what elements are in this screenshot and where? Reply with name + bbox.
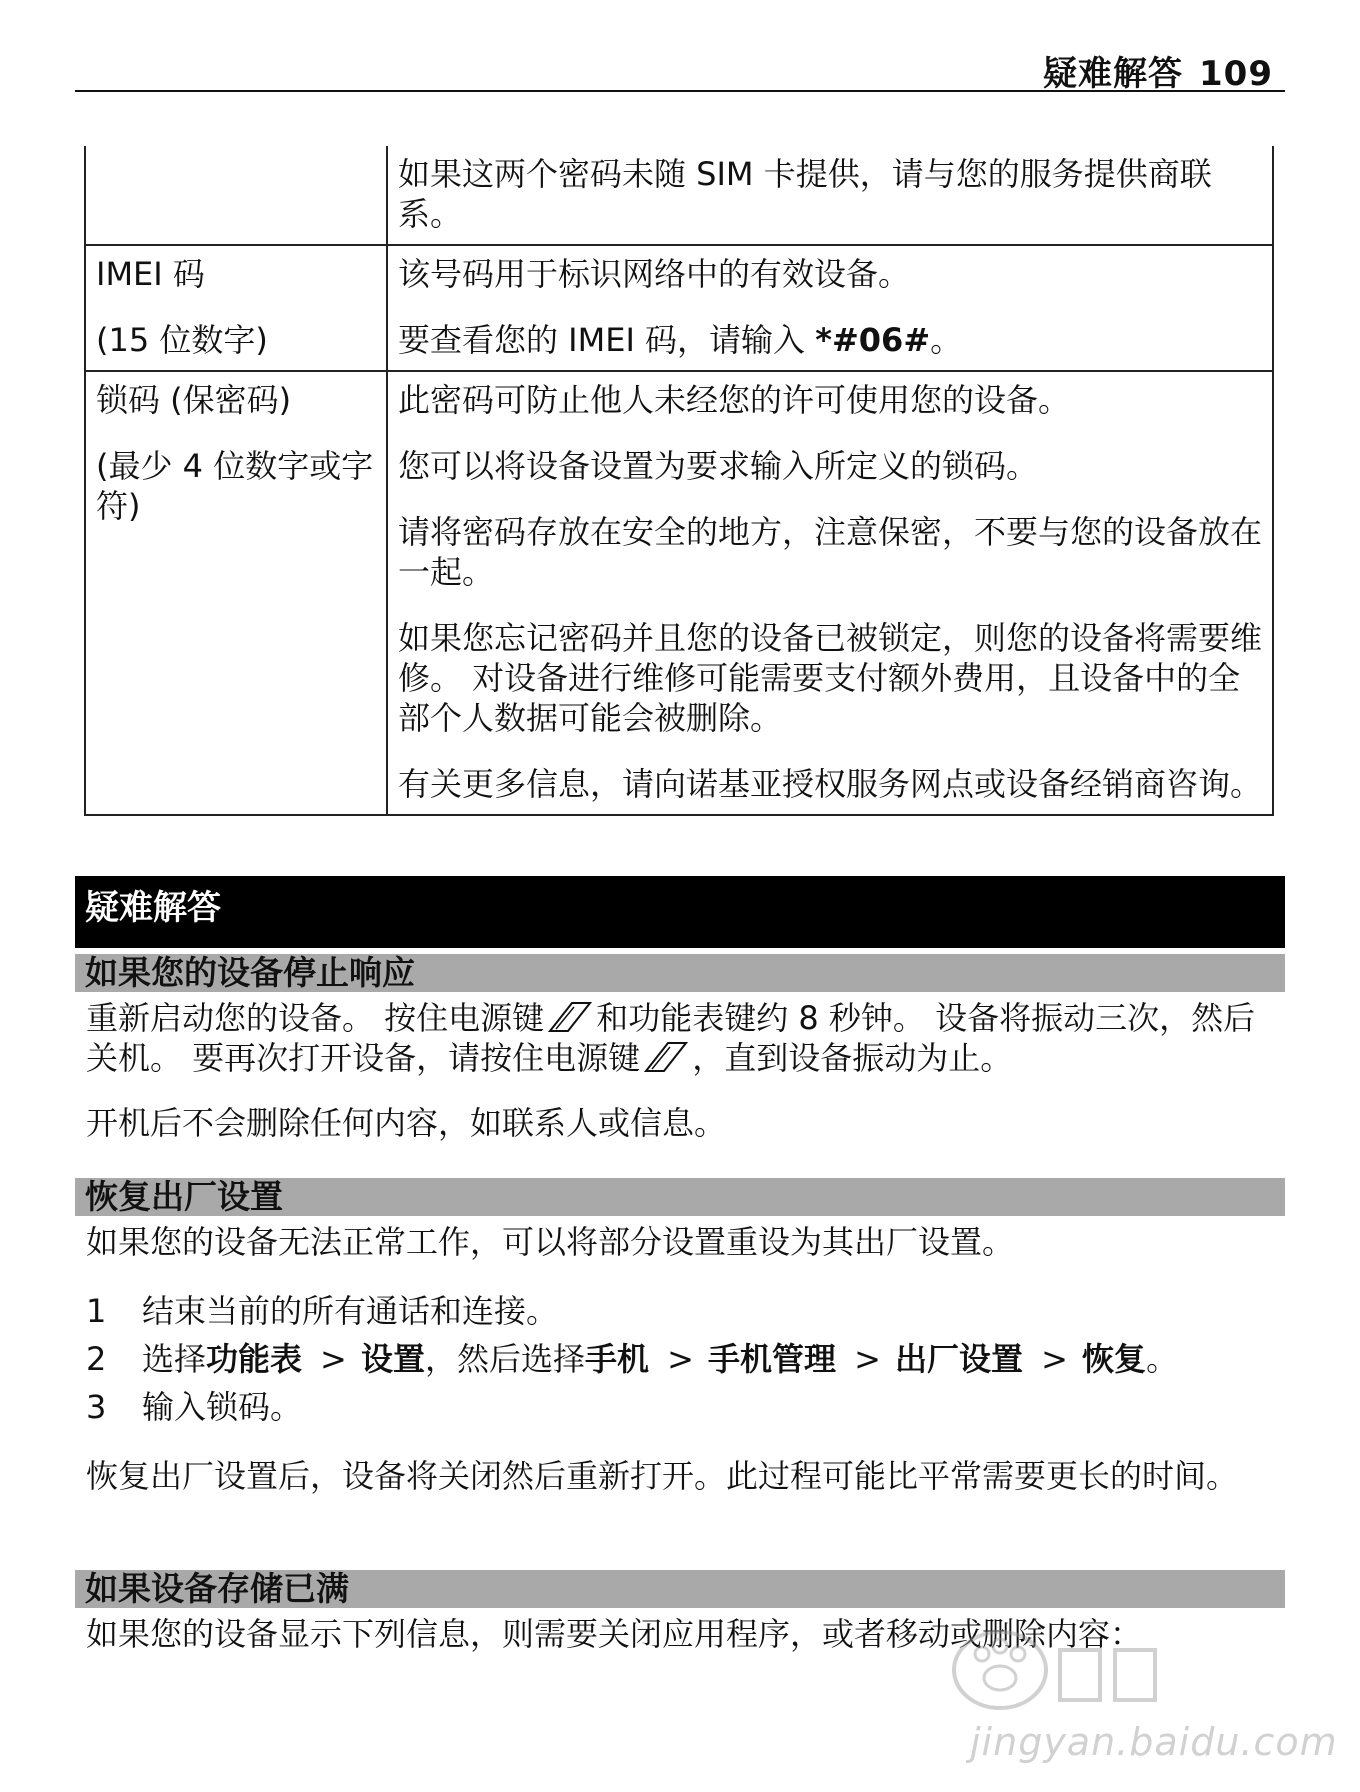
imei-code: *#06# <box>815 321 931 359</box>
table-text: 此密码可防止他人未经您的许可使用您的设备。 <box>398 381 1071 419</box>
table-label: (15 位数字) <box>96 321 268 359</box>
paw-logo-icon <box>940 1610 1270 1720</box>
menu-path-item: 出厂设置 <box>895 1340 1024 1378</box>
table-row <box>85 371 1273 815</box>
table-label: IMEI 码 <box>96 255 205 293</box>
paragraph-reset-intro: 如果您的设备无法正常工作，可以将部分设置重设为其出厂设置。 <box>86 1223 1015 1261</box>
table-cell-description <box>387 245 1273 371</box>
page-number: 109 <box>1199 54 1273 94</box>
menu-path-item: 设置 <box>361 1340 426 1378</box>
menu-separator: > <box>667 1340 705 1378</box>
menu-path-item: 手机 <box>585 1340 650 1378</box>
paragraph-no-data-loss: 开机后不会删除任何内容，如联系人或信息。 <box>86 1104 727 1142</box>
step-number: 2 <box>86 1340 107 1378</box>
table-text: 请将密码存放在安全的地方，注意保密，不要与您的设备放在一起。 <box>398 513 1263 591</box>
step-text-part: 选择 <box>142 1340 207 1378</box>
power-key-icon <box>644 1041 688 1073</box>
menu-separator: > <box>320 1340 358 1378</box>
security-codes-table <box>84 146 1274 816</box>
power-key-icon <box>548 1001 592 1033</box>
step-number: 1 <box>86 1292 107 1330</box>
step-text: 输入锁码。 <box>142 1388 303 1426</box>
table-cell-label <box>85 371 387 815</box>
list-item <box>86 1387 1276 1435</box>
baidu-watermark <box>940 1610 1338 1764</box>
paragraph-reset-outro: 恢复出厂设置后，设备将关闭然后重新打开。此过程可能比平常需要更长的时间。 <box>86 1457 1239 1495</box>
menu-separator: > <box>1041 1340 1079 1378</box>
paragraph-text: 重新启动您的设备。 按住电源键 <box>86 999 545 1037</box>
subsection-title-not-responding: 如果您的设备停止响应 <box>75 954 1285 992</box>
table-text <box>398 320 1262 360</box>
list-item <box>86 1291 1276 1339</box>
menu-path-item: 恢复 <box>1082 1340 1147 1378</box>
step-number: 3 <box>86 1388 107 1426</box>
menu-path-item: 功能表 <box>206 1340 303 1378</box>
watermark-text: jingyan.baidu.com <box>970 1720 1338 1764</box>
step-text-part: 。 <box>1146 1340 1179 1378</box>
table-label: 锁码 (保密码) <box>96 381 292 419</box>
page-header <box>75 44 1285 92</box>
reset-steps-list <box>86 1291 1276 1435</box>
menu-separator: > <box>854 1340 892 1378</box>
table-row <box>85 146 1273 245</box>
paragraph-text: 和功能表键约 8 秒钟。 设备将振动三次，然后关机。 要再次打开设备，请按住电源键 <box>86 999 1256 1077</box>
menu-path-item: 手机管理 <box>708 1340 837 1378</box>
subsection-title-memory-full: 如果设备存储已满 <box>75 1570 1285 1608</box>
header-title: 疑难解答 <box>1043 54 1184 94</box>
running-header <box>1043 46 1273 95</box>
paragraph-restart <box>86 998 1276 1078</box>
table-text-part: 要查看您的 IMEI 码，请输入 <box>398 321 816 359</box>
table-text: 您可以将设备设置为要求输入所定义的锁码。 <box>398 447 1039 485</box>
section-title: 疑难解答 <box>75 876 1285 948</box>
step-text-part: ，然后选择 <box>425 1340 586 1378</box>
step-text <box>142 1339 1178 1387</box>
paragraph-text: ，直到设备振动为止。 <box>692 1039 1013 1077</box>
table-label: (最少 4 位数字或字符) <box>96 447 374 525</box>
list-item <box>86 1339 1276 1387</box>
step-text: 结束当前的所有通话和连接。 <box>142 1292 559 1330</box>
table-text: 如果您忘记密码并且您的设备已被锁定，则您的设备将需要维修。 对设备进行维修可能需要支付额外费用，且设备中的全部个人数据可能会被删除。 <box>398 619 1263 737</box>
table-text: 如果这两个密码未随 SIM 卡提供，请与您的服务提供商联系。 <box>398 155 1212 233</box>
table-cell-description <box>387 371 1273 815</box>
table-cell-label <box>85 245 387 371</box>
table-text: 有关更多信息，请向诺基亚授权服务网点或设备经销商咨询。 <box>398 765 1263 803</box>
paragraph-memory-full: 如果您的设备显示下列信息，则需要关闭应用程序，或者移动或删除内容： <box>86 1615 1143 1653</box>
table-cell-label <box>85 146 387 245</box>
table-text-part: 。 <box>930 321 963 359</box>
table-cell-description <box>387 146 1273 245</box>
subsection-title-factory-reset: 恢复出厂设置 <box>75 1178 1285 1216</box>
table-row <box>85 245 1273 371</box>
table-text: 该号码用于标识网络中的有效设备。 <box>398 255 911 293</box>
